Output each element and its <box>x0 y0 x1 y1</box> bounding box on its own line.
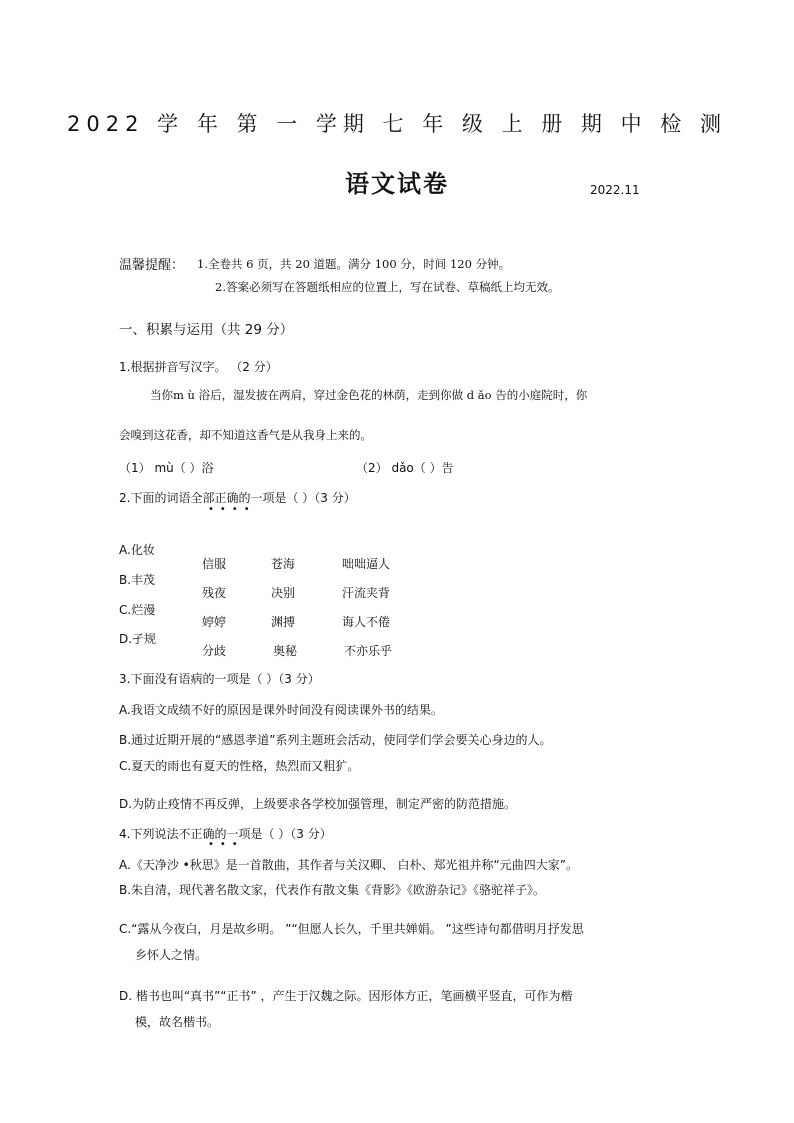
q4-option-c-line-2: 乡怀人之情。 <box>135 948 208 962</box>
q1-blank-2: （2） dǎo（ ）告 <box>356 461 454 475</box>
q1-passage-line-1: 当你m ù 浴后，湿发披在两肩，穿过金色花的林荫，走到你做 d ǎo 告的小庭院时，你 <box>150 388 588 402</box>
exam-title: 2022 学 年 第 一 学期 七 年 级 上 册 期 中 检 测 <box>67 112 727 136</box>
q4-option-b: B.朱自清，现代著名散文家，代表作有散文集《背影》《欧游杂记》《骆驼祥子》。 <box>119 883 546 897</box>
q2-c-word-3: 诲人不倦 <box>342 615 391 629</box>
q2-option-a-label: A.化妆 <box>119 543 155 557</box>
exam-subtitle: 语文试卷 <box>345 170 449 198</box>
q2-c-word-2: 渊搏 <box>271 615 296 629</box>
q1-stem: 1.根据拼音写汉字。 （2 分） <box>119 360 278 374</box>
tips-label: 温馨提醒： <box>119 258 185 273</box>
q3-option-d: D.为防止疫情不再反弹，上级要求各学校加强管理，制定严密的防范措施。 <box>119 797 517 811</box>
q2-option-b-label: B.丰茂 <box>119 573 156 587</box>
section-title: 一、积累与运用（共 29 分） <box>119 322 294 338</box>
q1-blank-1: （1） mù（ ）浴 <box>119 461 214 475</box>
q3-option-a: A.我语文成绩不好的原因是课外时间没有阅读课外书的结果。 <box>119 703 443 717</box>
q4-option-c-line-1: C.“露从今夜白，月是故乡明。 ”“但愿人长久，千里共婵娟。 ”这些诗句都借明月抒发思 <box>119 922 584 936</box>
q2-a-word-3: 咄咄逼人 <box>342 557 391 571</box>
q4-emphasis-dots: ••• <box>208 839 244 850</box>
q4-option-d-line-2: 模，故名楷书。 <box>135 1015 220 1029</box>
q2-a-word-2: 苍海 <box>271 557 296 571</box>
q2-d-word-3: 不亦乐乎 <box>344 644 393 658</box>
q3-option-c: C.夏天的雨也有夏天的性格，热烈而又粗犷。 <box>119 759 360 773</box>
q3-option-b: B.通过近期开展的“感恩孝道”系列主题班会活动，使同学们学会要关心身边的人。 <box>119 733 552 747</box>
tips-line-2: 2.答案必须写在答题纸相应的位置上，写在试卷、草稿纸上均无效。 <box>215 280 560 294</box>
q2-d-word-2: 奥秘 <box>273 644 298 658</box>
q2-stem: 2.下面的词语全部正确的一项是（ ）（3 分） <box>119 491 356 505</box>
q2-d-word-1: 分歧 <box>202 644 227 658</box>
q2-emphasis-dots: •••• <box>208 504 256 515</box>
q2-c-word-1: 婷婷 <box>202 615 227 629</box>
q2-b-word-3: 汗流夹背 <box>342 586 391 600</box>
tips-line-1: 1.全卷共 6 页，共 20 道题。满分 100 分，时间 120 分钟。 <box>197 257 511 271</box>
q2-b-word-2: 决别 <box>271 586 296 600</box>
q3-stem: 3.下面没有语病的一项是（ ）（3 分） <box>119 672 320 686</box>
q2-b-word-1: 残夜 <box>202 586 227 600</box>
q1-passage-line-2: 会嗅到这花香，却不知道这香气是从我身上来的。 <box>119 428 372 442</box>
q4-option-a: A.《天净沙 •秋思》是一首散曲，其作者与关汉卿、 白朴、郑光祖并称“元曲四大家”。 <box>119 858 578 872</box>
q2-option-c-label: C.烂漫 <box>119 603 156 617</box>
q2-a-word-1: 信服 <box>202 557 227 571</box>
q4-stem: 4.下列说法不正确的一项是（ ）（3 分） <box>119 827 332 841</box>
exam-date: 2022.11 <box>590 183 640 197</box>
q4-option-d-line-1: D. 楷书也叫“真书”“正书” ，产生于汉魏之际。因形体方正，笔画横平竖直，可作为楷 <box>119 989 573 1003</box>
q2-option-d-label: D.孑规 <box>119 632 157 646</box>
